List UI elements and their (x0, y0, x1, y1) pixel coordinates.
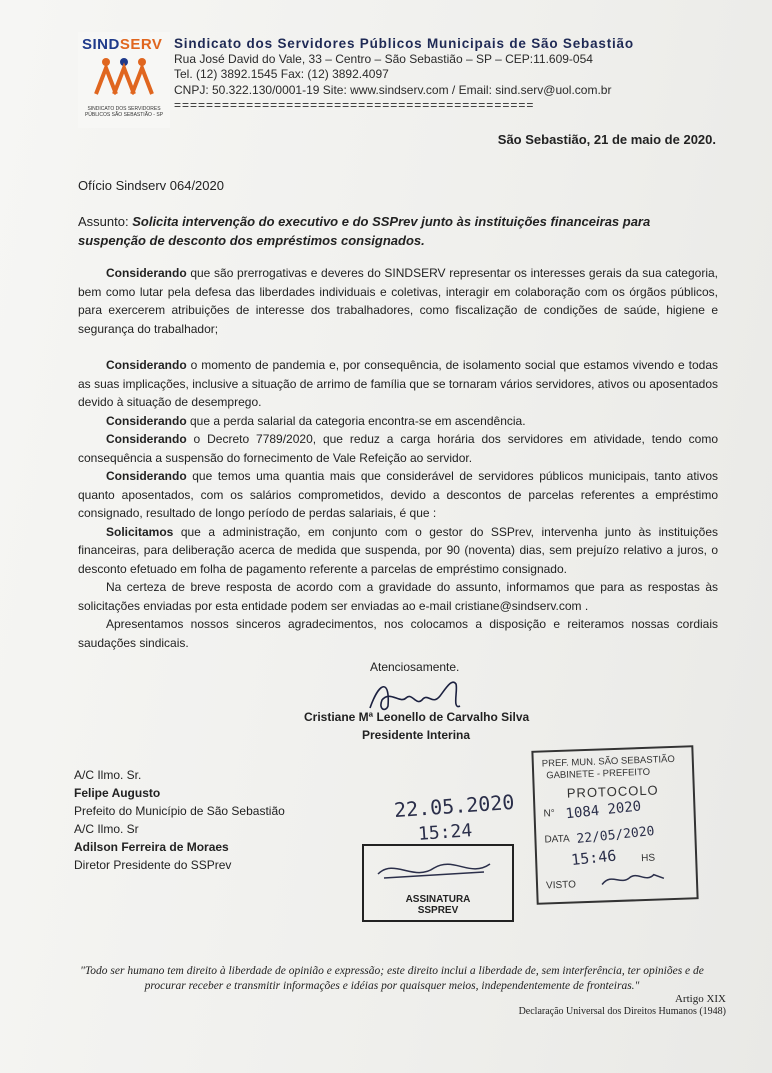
signer-role: Presidente Interina (362, 728, 471, 742)
ssprev-receipt-stamp (362, 788, 516, 922)
letter-date: São Sebastião, 21 de maio de 2020. (497, 132, 716, 147)
paragraph: Na certeza de breve resposta de acordo com a gravidade do assunto, informamos que para as respostas às solicitações enviadas por esta entidade podem ser enviadas ao e-mail cristiane@sindserv.com . (78, 580, 718, 613)
recipient-line: Adilson Ferreira de Moraes (74, 840, 229, 854)
recipient-line: A/C Ilmo. Sr. (74, 768, 142, 782)
protocol-date-value: 22/05/2020 (575, 823, 656, 848)
protocol-visto-label: VISTO (545, 879, 577, 892)
signature-box (362, 844, 514, 922)
recipient-line: Diretor Presidente do SSPrev (74, 858, 232, 872)
handwritten-date: 22.05.2020 (393, 789, 516, 823)
logo-caption: SINDICATO DOS SERVIDORES PÚBLICOS SÃO SEBASTIÃO - SP (84, 106, 164, 118)
paragraph: Considerando que são prerrogativas e deveres do SINDSERV representar os interesses gerais da sua categoria, bem como lutar pela defesa das liberdades individuais e coletivas, interagir em colaboração com os órgãos públicos, para exercerem atribuições de interesse dos trabalhadores, como fiscalização de condições de saúde, higiene e segurança do trabalhador; (78, 266, 718, 336)
protocol-number-value: 1084 2020 (564, 798, 642, 823)
recipient-line: A/C Ilmo. Sr (74, 822, 139, 836)
quote-source: Declaração Universal dos Direitos Humanos (1948) (518, 1006, 726, 1017)
protocol-time-value: 15:46 (570, 846, 618, 870)
org-name: Sindicato dos Servidores Públicos Municipais de São Sebastião (174, 36, 634, 51)
protocol-date-label: DATA (544, 833, 570, 846)
recipient-line: Felipe Augusto (74, 786, 161, 800)
subject-label: Assunto: (78, 214, 129, 229)
recipients-block (74, 766, 285, 874)
oficio-number: Ofício Sindserv 064/2020 (78, 178, 224, 193)
closing: Atenciosamente. (370, 660, 460, 674)
subject-line (78, 212, 698, 250)
scribble-signature-icon (374, 854, 494, 884)
handwritten-time: 15:24 (417, 820, 473, 845)
subject-text: Solicita intervenção do executivo e do SSPrev junto às instituições financeiras para suspenção de desconto dos empréstimos consignados. (78, 214, 651, 248)
org-cnpj: CNPJ: 50.322.130/0001-19 Site: www.sindserv.com / Email: sind.serv@uol.com.br (174, 82, 612, 97)
people-logo-icon (92, 54, 156, 102)
signer-name: Cristiane Mª Leonello de Carvalho Silva (304, 710, 530, 724)
protocol-hs-label: HS (640, 852, 656, 865)
paragraph: Apresentamos nossos sinceros agradecimentos, nos colocamos a disposição e reiteramos nossas cordiais saudações sindicais. (78, 617, 718, 650)
quote-reference: Artigo XIX (674, 993, 726, 1005)
letterhead-block (174, 36, 634, 114)
org-phones: Tel. (12) 3892.1545 Fax: (12) 3892.4097 (174, 67, 389, 81)
footer-quote: "Todo ser humano tem direito à liberdade de opinião e expressão; este direito inclui a liberdade de, sem interferência, ter opiniões e de procurar receber e transmitir informações e idéias por quaisquer meios, independentemente de fronteiras." (80, 965, 704, 992)
paragraph: Considerando o momento de pandemia e, por consequência, de isolamento social que estamos vivendo e todas as suas implicações, inclusive a situação de arrimo de família que se tornaram vários servidores, ativos ou aposentados devido à situação de desemprego. (78, 358, 718, 409)
protocol-number-label: N° (543, 808, 555, 820)
visto-initials-icon (598, 866, 669, 890)
org-address: Rua José David do Vale, 33 – Centro – São Sebastião – SP – CEP:11.609-054 (174, 51, 593, 66)
paragraph: Considerando que a perda salarial da categoria encontra-se em ascendência. (106, 413, 526, 428)
protocol-stamp: PREF. MUN. SÃO SEBASTIÃO GABINETE - PREFEITO PROTOCOLO N° 1084 2020 DATA 22/05/2020 15:46 HS VISTO (531, 745, 698, 905)
header-separator: ============================================= (174, 98, 535, 112)
ssprev-stamp-label: ASSINATURA SSPREV (405, 894, 471, 916)
letter-body (78, 264, 718, 652)
paragraph: Considerando que temos uma quantia mais que considerável de servidores públicos municipais, tanto ativos quanto aposentados, com os salários comprometidos, devido a descontos de parcelas referentes a empréstimo consignado, resultado de longo período de perdas salariais, é que : (78, 469, 718, 520)
logo-wordmark: SINDSERV (82, 36, 163, 53)
paragraph: Solicitamos que a administração, em conjunto com o gestor do SSPrev, intervenha junto às instituições financeiras, para deliberação acerca de medida que suspenda, por 90 (noventa) dias, sem prejuízo relativo a juros, o desconto efetuado em folha de pagamento referente a parcelas de empréstimo consignado. (78, 524, 718, 576)
paragraph: Considerando o Decreto 7789/2020, que reduz a carga horária dos servidores em atividade, tendo como consequência a suspensão do fornecimento de Vale Refeição ao servidor. (78, 432, 718, 465)
sindserv-logo (78, 32, 170, 128)
recipient-line: Prefeito do Município de São Sebastião (74, 804, 285, 818)
